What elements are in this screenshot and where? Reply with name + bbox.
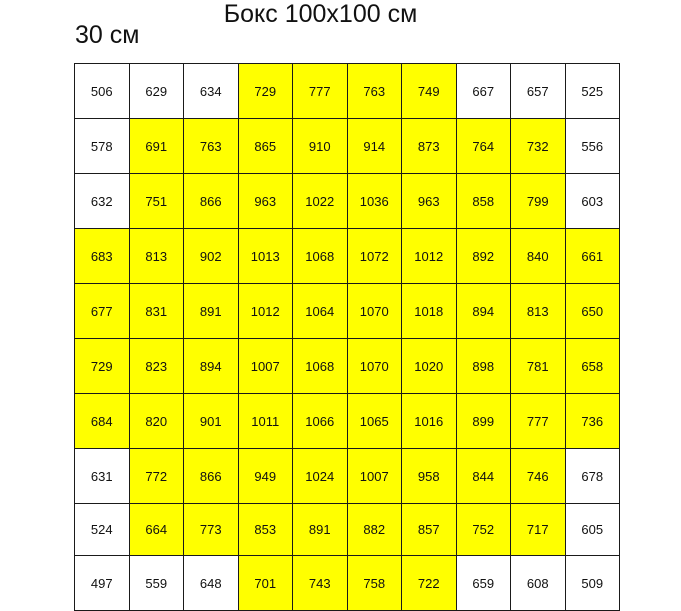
grid-cell: 813 [511, 284, 566, 339]
grid-cell: 1012 [402, 229, 457, 284]
grid-cell: 1020 [402, 339, 457, 394]
grid-cell: 1007 [238, 339, 293, 394]
grid-row [75, 394, 620, 449]
grid-cell: 1016 [402, 394, 457, 449]
grid-cell: 1011 [238, 394, 293, 449]
grid-cell: 722 [402, 556, 457, 611]
grid-cell: 866 [184, 174, 239, 229]
grid-cell: 777 [511, 394, 566, 449]
grid-cell: 882 [347, 504, 402, 556]
grid-cell: 840 [511, 229, 566, 284]
grid-cell: 891 [293, 504, 348, 556]
grid-cell: 729 [75, 339, 130, 394]
grid-cell: 1024 [293, 449, 348, 504]
grid-cell: 736 [565, 394, 620, 449]
grid-cell: 506 [75, 64, 130, 119]
grid-row [75, 556, 620, 611]
grid-cell: 910 [293, 119, 348, 174]
grid-cell: 963 [402, 174, 457, 229]
grid-cell: 648 [184, 556, 239, 611]
grid-cell: 823 [129, 339, 184, 394]
grid-row [75, 229, 620, 284]
grid-cell: 659 [456, 556, 511, 611]
grid-cell: 1018 [402, 284, 457, 339]
grid-cell: 898 [456, 339, 511, 394]
grid-cell: 772 [129, 449, 184, 504]
grid-cell: 729 [238, 64, 293, 119]
grid-cell: 902 [184, 229, 239, 284]
grid-cell: 658 [565, 339, 620, 394]
grid-cell: 857 [402, 504, 457, 556]
grid-cell: 691 [129, 119, 184, 174]
grid-cell: 631 [75, 449, 130, 504]
grid-cell: 1064 [293, 284, 348, 339]
grid-cell: 1036 [347, 174, 402, 229]
grid-cell: 1022 [293, 174, 348, 229]
grid-cell: 752 [456, 504, 511, 556]
grid-cell: 892 [456, 229, 511, 284]
grid-cell: 873 [402, 119, 457, 174]
grid-cell: 763 [184, 119, 239, 174]
grid-cell: 678 [565, 449, 620, 504]
grid-cell: 899 [456, 394, 511, 449]
grid-cell: 1068 [293, 229, 348, 284]
grid-body [75, 64, 620, 611]
grid-cell: 746 [511, 449, 566, 504]
grid-cell: 1012 [238, 284, 293, 339]
grid-cell: 963 [238, 174, 293, 229]
grid-row [75, 339, 620, 394]
grid-cell: 664 [129, 504, 184, 556]
grid-cell: 914 [347, 119, 402, 174]
grid-cell: 732 [511, 119, 566, 174]
grid-cell: 667 [456, 64, 511, 119]
grid-cell: 844 [456, 449, 511, 504]
grid-cell: 629 [129, 64, 184, 119]
grid-row [75, 64, 620, 119]
grid-cell: 684 [75, 394, 130, 449]
grid-cell: 958 [402, 449, 457, 504]
grid-cell: 1013 [238, 229, 293, 284]
distance-label: 30 см [75, 21, 140, 49]
grid-cell: 603 [565, 174, 620, 229]
grid-cell: 858 [456, 174, 511, 229]
illuminance-grid [74, 63, 620, 611]
grid-row [75, 174, 620, 229]
grid-cell: 559 [129, 556, 184, 611]
grid-cell: 634 [184, 64, 239, 119]
grid-cell: 820 [129, 394, 184, 449]
grid-cell: 894 [456, 284, 511, 339]
grid-cell: 632 [75, 174, 130, 229]
grid-cell: 1070 [347, 284, 402, 339]
grid-row [75, 119, 620, 174]
grid-cell: 831 [129, 284, 184, 339]
grid-cell: 777 [293, 64, 348, 119]
grid-cell: 650 [565, 284, 620, 339]
grid-cell: 813 [129, 229, 184, 284]
page-title: Бокс 100х100 см [223, 0, 418, 28]
grid-cell: 1007 [347, 449, 402, 504]
grid-row [75, 284, 620, 339]
grid-cell: 749 [402, 64, 457, 119]
grid-cell: 1072 [347, 229, 402, 284]
grid-cell: 497 [75, 556, 130, 611]
grid-cell: 657 [511, 64, 566, 119]
grid-cell: 866 [184, 449, 239, 504]
grid-cell: 773 [184, 504, 239, 556]
grid-cell: 524 [75, 504, 130, 556]
grid-cell: 605 [565, 504, 620, 556]
grid-cell: 1066 [293, 394, 348, 449]
grid-cell: 865 [238, 119, 293, 174]
grid-cell: 1065 [347, 394, 402, 449]
grid-row [75, 449, 620, 504]
grid-cell: 608 [511, 556, 566, 611]
grid-cell: 1070 [347, 339, 402, 394]
grid-cell: 578 [75, 119, 130, 174]
grid-cell: 799 [511, 174, 566, 229]
grid-cell: 949 [238, 449, 293, 504]
grid-cell: 717 [511, 504, 566, 556]
grid-cell: 891 [184, 284, 239, 339]
grid-cell: 677 [75, 284, 130, 339]
grid-cell: 556 [565, 119, 620, 174]
grid-cell: 751 [129, 174, 184, 229]
grid-cell: 701 [238, 556, 293, 611]
grid-cell: 763 [347, 64, 402, 119]
grid-cell: 853 [238, 504, 293, 556]
grid-cell: 758 [347, 556, 402, 611]
grid-cell: 661 [565, 229, 620, 284]
grid-cell: 743 [293, 556, 348, 611]
grid-cell: 525 [565, 64, 620, 119]
grid-cell: 509 [565, 556, 620, 611]
grid-cell: 894 [184, 339, 239, 394]
grid-cell: 1068 [293, 339, 348, 394]
grid-cell: 764 [456, 119, 511, 174]
grid-row [75, 504, 620, 556]
grid-cell: 781 [511, 339, 566, 394]
grid-cell: 683 [75, 229, 130, 284]
grid-cell: 901 [184, 394, 239, 449]
